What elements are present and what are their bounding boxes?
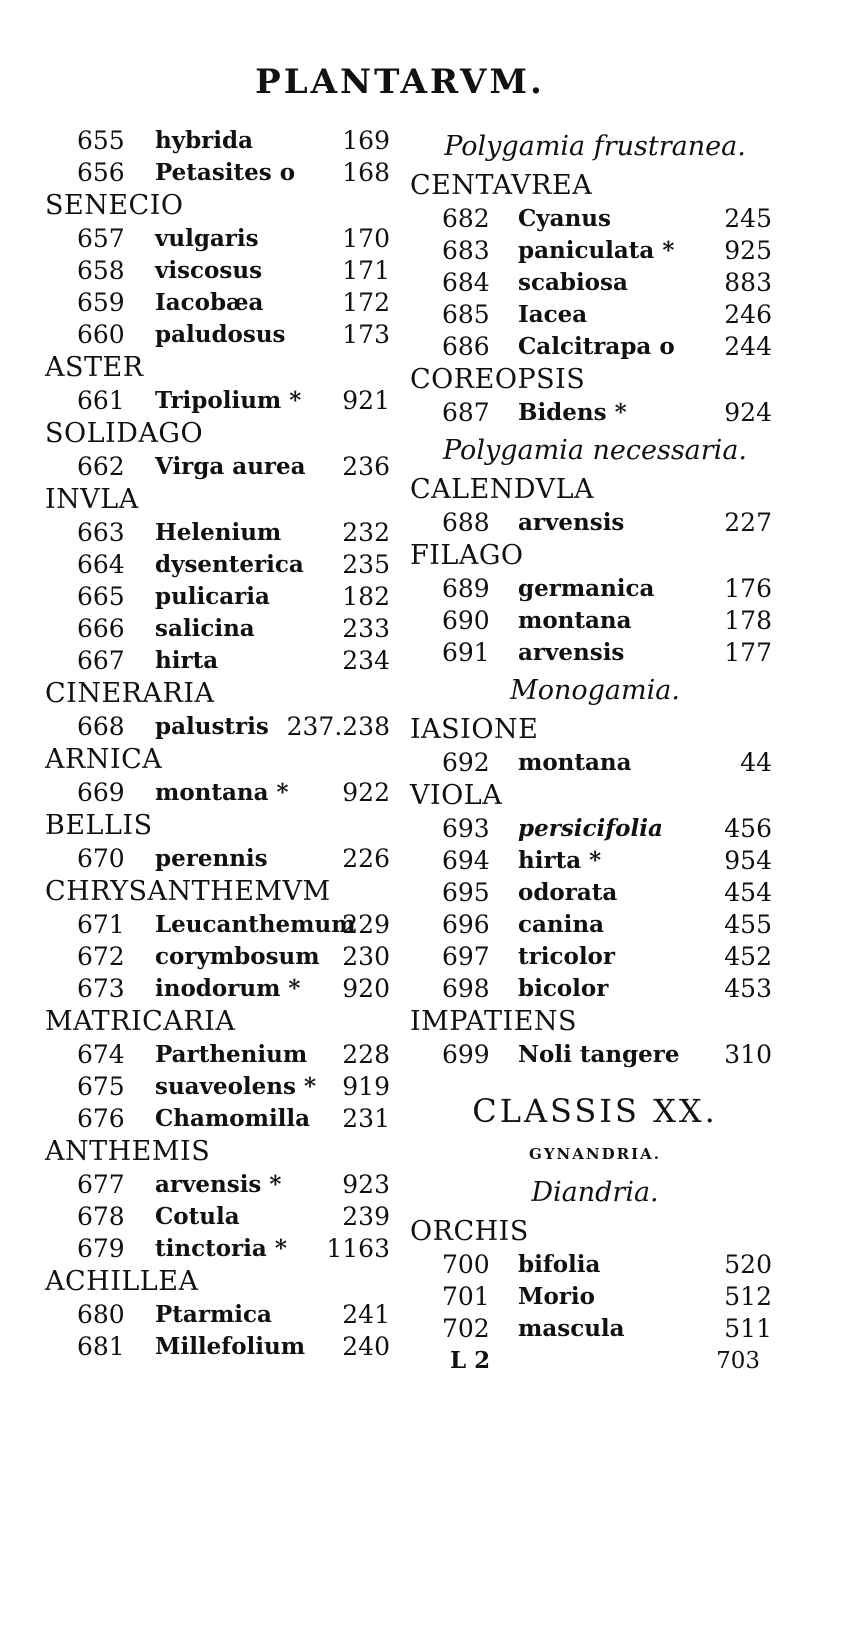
species-name: Petasites o xyxy=(155,159,296,186)
signature-line xyxy=(410,1345,780,1377)
page-reference: 173 xyxy=(342,320,390,349)
entry-number: 657 xyxy=(77,224,125,253)
page-reference: 170 xyxy=(342,224,390,253)
species-name: Virga aurea xyxy=(155,453,306,480)
page-reference: 171 xyxy=(342,256,390,285)
page-reference: 923 xyxy=(342,1170,390,1199)
page-reference: 169 xyxy=(342,126,390,155)
page-reference: 456 xyxy=(724,814,772,843)
entry-number: 689 xyxy=(442,574,490,603)
page-reference: 920 xyxy=(342,974,390,1003)
page-reference: 236 xyxy=(342,452,390,481)
entry-number: 682 xyxy=(442,204,490,233)
species-entry xyxy=(45,1169,410,1201)
page-reference: 237.238 xyxy=(286,712,390,741)
species-entry xyxy=(45,1331,410,1363)
species-name: Millefolium xyxy=(155,1333,306,1360)
species-name: inodorum * xyxy=(155,975,301,1002)
entry-number: 674 xyxy=(77,1040,125,1069)
species-entry xyxy=(45,1039,410,1071)
species-name: Tripolium * xyxy=(155,387,302,414)
species-name: Cotula xyxy=(155,1203,240,1230)
species-name: odorata xyxy=(518,879,618,906)
genus-heading: IASIONE xyxy=(410,714,539,745)
page-reference: 235 xyxy=(342,550,390,579)
page-reference: 44 xyxy=(740,748,772,777)
page-reference: 512 xyxy=(724,1282,772,1311)
species-name: arvensis * xyxy=(155,1171,282,1198)
species-name: germanica xyxy=(518,575,655,602)
order-subheading: Polygamia necessaria. xyxy=(442,435,747,466)
species-name: pulicaria xyxy=(155,583,270,610)
species-name: salicina xyxy=(155,615,255,642)
species-name: suaveolens * xyxy=(155,1073,316,1100)
genus-heading: CINERARIA xyxy=(45,678,215,709)
species-name: montana xyxy=(518,607,632,634)
species-entry xyxy=(45,385,410,417)
species-entry xyxy=(45,581,410,613)
species-entry xyxy=(45,1233,410,1265)
species-entry xyxy=(410,299,780,331)
catchword: 703 xyxy=(716,1348,760,1374)
species-entry xyxy=(45,777,410,809)
species-entry xyxy=(45,157,410,189)
species-name: bifolia xyxy=(518,1251,601,1278)
species-entry xyxy=(45,223,410,255)
entry-number: 702 xyxy=(442,1314,490,1343)
species-name: Morio xyxy=(518,1283,595,1310)
species-name: montana xyxy=(518,749,632,776)
entry-number: 665 xyxy=(77,582,125,611)
species-name: Ptarmica xyxy=(155,1301,272,1328)
entry-number: 667 xyxy=(77,646,125,675)
order-subheading: Polygamia frustranea. xyxy=(444,131,746,162)
species-entry xyxy=(410,1249,780,1281)
species-entry xyxy=(45,1103,410,1135)
species-entry xyxy=(45,1071,410,1103)
genus-heading: ANTHEMIS xyxy=(45,1136,211,1167)
species-entry xyxy=(45,287,410,319)
entry-number: 671 xyxy=(77,910,125,939)
entry-number: 685 xyxy=(442,300,490,329)
page-reference: 176 xyxy=(724,574,772,603)
species-entry xyxy=(45,1299,410,1331)
genus-heading: ACHILLEA xyxy=(45,1266,199,1297)
class-name: GYNANDRIA. xyxy=(529,1145,661,1163)
species-entry xyxy=(45,517,410,549)
entry-number: 683 xyxy=(442,236,490,265)
genus-heading: MATRICARIA xyxy=(45,1006,236,1037)
species-entry xyxy=(410,573,780,605)
page-reference: 230 xyxy=(342,942,390,971)
species-name: Chamomilla xyxy=(155,1105,311,1132)
entry-number: 656 xyxy=(77,158,125,187)
species-name: dysenterica xyxy=(155,551,304,578)
species-entry xyxy=(410,235,780,267)
page-reference: 241 xyxy=(342,1300,390,1329)
page-reference: 452 xyxy=(724,942,772,971)
species-entry xyxy=(410,605,780,637)
species-name: viscosus xyxy=(155,257,263,284)
species-name: canina xyxy=(518,911,604,938)
page-reference: 925 xyxy=(724,236,772,265)
page-reference: 455 xyxy=(724,910,772,939)
genus-heading: ASTER xyxy=(45,352,144,383)
page-reference: 1163 xyxy=(326,1234,390,1263)
species-name: Noli tangere xyxy=(518,1041,680,1068)
species-entry xyxy=(410,397,780,429)
entry-number: 695 xyxy=(442,878,490,907)
species-name: tinctoria * xyxy=(155,1235,287,1262)
page-reference: 233 xyxy=(342,614,390,643)
entry-number: 673 xyxy=(77,974,125,1003)
page-reference: 229 xyxy=(342,910,390,939)
species-name: bicolor xyxy=(518,975,609,1002)
class-heading: CLASSIS XX. xyxy=(472,1092,718,1130)
entry-number: 697 xyxy=(442,942,490,971)
page-reference: 228 xyxy=(342,1040,390,1069)
species-name: corymbosum xyxy=(155,943,320,970)
entry-number: 699 xyxy=(442,1040,490,1069)
genus-heading: CENTAVREA xyxy=(410,170,593,201)
species-name: Iacea xyxy=(518,301,588,328)
species-entry xyxy=(45,645,410,677)
species-name: Parthenium xyxy=(155,1041,308,1068)
entry-number: 698 xyxy=(442,974,490,1003)
genus-heading: CHRYSANTHEMVM xyxy=(45,876,331,907)
species-entry xyxy=(45,941,410,973)
species-entry xyxy=(410,637,780,669)
genus-heading: ARNICA xyxy=(45,744,163,775)
species-entry xyxy=(410,973,780,1005)
species-entry xyxy=(410,845,780,877)
entry-number: 658 xyxy=(77,256,125,285)
species-name: paniculata * xyxy=(518,237,675,264)
page-reference: 454 xyxy=(724,878,772,907)
species-name: arvensis xyxy=(518,509,625,536)
species-entry xyxy=(410,267,780,299)
genus-heading: SOLIDAGO xyxy=(45,418,204,449)
entry-number: 679 xyxy=(77,1234,125,1263)
entry-number: 664 xyxy=(77,550,125,579)
entry-number: 655 xyxy=(77,126,125,155)
species-name: Helenium xyxy=(155,519,282,546)
entry-number: 660 xyxy=(77,320,125,349)
entry-number: 661 xyxy=(77,386,125,415)
species-entry xyxy=(410,1039,780,1071)
species-name: Leucanthemum xyxy=(155,911,356,938)
species-entry xyxy=(45,613,410,645)
species-entry xyxy=(410,909,780,941)
species-name: hirta xyxy=(155,647,219,674)
order-subheading: Diandria. xyxy=(531,1177,659,1208)
page-reference: 168 xyxy=(342,158,390,187)
species-name: hybrida xyxy=(155,127,254,154)
page-reference: 453 xyxy=(724,974,772,1003)
page-reference: 244 xyxy=(724,332,772,361)
page-reference: 310 xyxy=(724,1040,772,1069)
genus-heading: SENECIO xyxy=(45,190,184,221)
entry-number: 693 xyxy=(442,814,490,843)
species-name: Bidens * xyxy=(518,399,627,426)
page-reference: 240 xyxy=(342,1332,390,1361)
page-reference: 234 xyxy=(342,646,390,675)
page-reference: 227 xyxy=(724,508,772,537)
entry-number: 676 xyxy=(77,1104,125,1133)
order-subheading: Monogamia. xyxy=(510,675,680,706)
page-reference: 178 xyxy=(724,606,772,635)
species-name: hirta * xyxy=(518,847,602,874)
species-name: arvensis xyxy=(518,639,625,666)
page-reference: 182 xyxy=(342,582,390,611)
page-reference: 245 xyxy=(724,204,772,233)
species-entry xyxy=(45,711,410,743)
page-reference: 924 xyxy=(724,398,772,427)
genus-heading: CALENDVLA xyxy=(410,474,595,505)
page-reference: 954 xyxy=(724,846,772,875)
genus-heading: VIOLA xyxy=(410,780,503,811)
entry-number: 700 xyxy=(442,1250,490,1279)
species-entry xyxy=(410,813,780,845)
genus-heading: BELLIS xyxy=(45,810,153,841)
page-reference: 239 xyxy=(342,1202,390,1231)
page-reference: 226 xyxy=(342,844,390,873)
species-name: Iacobæa xyxy=(155,289,264,316)
species-entry xyxy=(410,507,780,539)
entry-number: 687 xyxy=(442,398,490,427)
left-column xyxy=(45,125,410,1363)
species-name: persicifolia xyxy=(518,815,663,842)
entry-number: 672 xyxy=(77,942,125,971)
genus-heading: FILAGO xyxy=(410,540,524,571)
entry-number: 680 xyxy=(77,1300,125,1329)
page-reference: 520 xyxy=(724,1250,772,1279)
entry-number: 688 xyxy=(442,508,490,537)
species-entry xyxy=(45,255,410,287)
species-name: vulgaris xyxy=(155,225,259,252)
species-entry xyxy=(410,203,780,235)
signature-mark: L 2 xyxy=(450,1347,491,1374)
species-name: Cyanus xyxy=(518,205,611,232)
page-reference: 919 xyxy=(342,1072,390,1101)
entry-number: 686 xyxy=(442,332,490,361)
page-reference: 511 xyxy=(724,1314,772,1343)
page-reference: 883 xyxy=(724,268,772,297)
page-reference: 177 xyxy=(724,638,772,667)
entry-number: 670 xyxy=(77,844,125,873)
species-entry xyxy=(45,451,410,483)
species-entry xyxy=(45,319,410,351)
species-name: paludosus xyxy=(155,321,286,348)
entry-number: 668 xyxy=(77,712,125,741)
entry-number: 666 xyxy=(77,614,125,643)
species-entry xyxy=(410,331,780,363)
species-entry xyxy=(410,877,780,909)
entry-number: 659 xyxy=(77,288,125,317)
page-reference: 232 xyxy=(342,518,390,547)
species-entry xyxy=(45,1201,410,1233)
right-column xyxy=(410,125,780,1377)
species-entry xyxy=(410,1281,780,1313)
species-name: tricolor xyxy=(518,943,616,970)
entry-number: 690 xyxy=(442,606,490,635)
entry-number: 692 xyxy=(442,748,490,777)
species-name: Calcitrapa o xyxy=(518,333,675,360)
page-reference: 231 xyxy=(342,1104,390,1133)
species-name: perennis xyxy=(155,845,268,872)
species-name: montana * xyxy=(155,779,289,806)
genus-heading: INVLA xyxy=(45,484,139,515)
entry-number: 675 xyxy=(77,1072,125,1101)
page-reference: 922 xyxy=(342,778,390,807)
page-reference: 921 xyxy=(342,386,390,415)
species-entry xyxy=(410,747,780,779)
entry-number: 694 xyxy=(442,846,490,875)
entry-number: 684 xyxy=(442,268,490,297)
entry-number: 669 xyxy=(77,778,125,807)
entry-number: 662 xyxy=(77,452,125,481)
species-entry xyxy=(45,843,410,875)
species-entry xyxy=(410,1313,780,1345)
page-reference: 172 xyxy=(342,288,390,317)
species-entry xyxy=(45,909,410,941)
genus-heading: ORCHIS xyxy=(410,1216,529,1247)
entry-number: 701 xyxy=(442,1282,490,1311)
entry-number: 696 xyxy=(442,910,490,939)
species-name: mascula xyxy=(518,1315,625,1342)
species-entry xyxy=(45,549,410,581)
genus-heading: COREOPSIS xyxy=(410,364,586,395)
species-name: palustris xyxy=(155,713,269,740)
species-entry xyxy=(45,125,410,157)
page-header: PLANTARVM. xyxy=(255,62,545,102)
entry-number: 663 xyxy=(77,518,125,547)
species-entry xyxy=(45,973,410,1005)
genus-heading: IMPATIENS xyxy=(410,1006,578,1037)
species-name: scabiosa xyxy=(518,269,628,296)
entry-number: 678 xyxy=(77,1202,125,1231)
entry-number: 681 xyxy=(77,1332,125,1361)
entry-number: 677 xyxy=(77,1170,125,1199)
entry-number: 691 xyxy=(442,638,490,667)
page-reference: 246 xyxy=(724,300,772,329)
species-entry xyxy=(410,941,780,973)
